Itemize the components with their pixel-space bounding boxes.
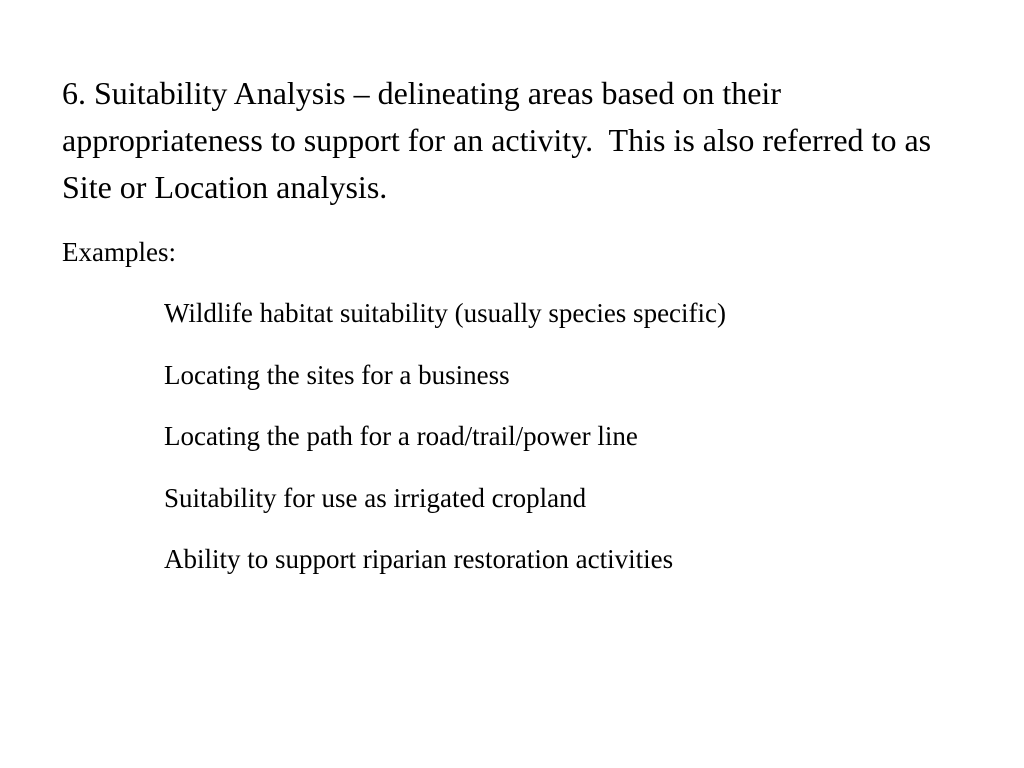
examples-label: Examples: xyxy=(62,237,176,267)
slide-heading: 6. Suitability Analysis – delineating areas based on their appropriateness to support for an activity. This is also referred to as Site or Location analysis. xyxy=(62,75,940,205)
example-item: Locating the path for a road/trail/power line xyxy=(164,421,638,451)
example-item: Wildlife habitat suitability (usually species specific) xyxy=(164,298,727,328)
example-item: Locating the sites for a business xyxy=(164,359,510,390)
examples-list xyxy=(164,295,726,603)
example-item: Suitability for use as irrigated cropland xyxy=(164,482,587,513)
example-item: Ability to support riparian restoration activities xyxy=(164,544,674,574)
